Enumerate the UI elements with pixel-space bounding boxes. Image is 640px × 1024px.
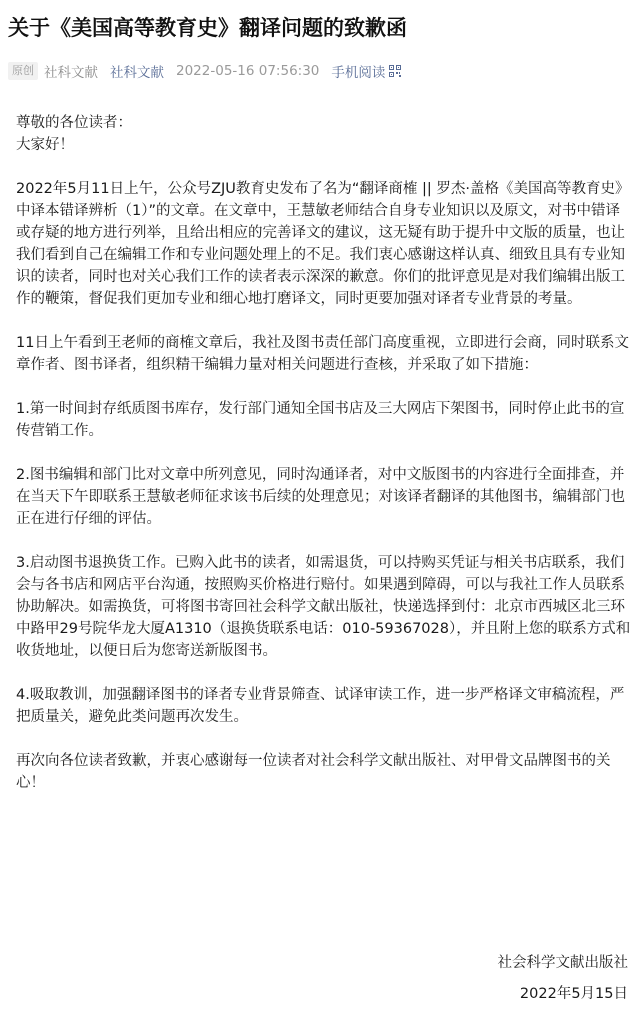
measure-item-2: 2.图书编辑和部门比对文章中所列意见，同时沟通译者，对中文版图书的内容进行全面排查，并在当天下午即联系王慧敏老师征求该书后续的处理意见；对该译者翻译的其他图书，编辑部门也正在进行仔细的评估。 <box>16 467 625 527</box>
salutation: 尊敬的各位读者： <box>16 115 132 131</box>
measure-item-3: 3.启动图书退换货工作。已购入此书的读者，如需退货，可以持购买凭证与相关书店联系，我们会与各书店和网店平台沟通，按照购买价格进行赔付。如果遇到障碍，可以与我社工作人员联系协助解决。如需换货，可将图书寄回社会科学文献出版社，快递选择到付：北京市西城区北三环中路甲29号院华龙大厦A1310（退换货联系电话：010-59367028），并且附上您的联系方式和收货地址，以便日后为您寄送新版图书。 <box>16 555 631 659</box>
mobile-read-link[interactable]: 手机阅读 <box>331 65 386 81</box>
signature-org: 社会科学文献出版社 <box>497 955 628 971</box>
greeting: 大家好！ <box>16 137 74 153</box>
closing-paragraph: 再次向各位读者致歉，并衷心感谢每一位读者对社会科学文献出版社、对甲骨文品牌图书的关心！ <box>16 753 611 791</box>
measure-item-4: 4.吸取教训，加强翻译图书的译者专业背景筛查、试译审读工作，进一步严格译文审稿流程，严把质量关，避免此类问题再次发生。 <box>16 687 625 725</box>
author-name: 社科文献 <box>44 65 98 81</box>
original-badge: 原创 <box>8 62 38 80</box>
paragraph-1: 2022年5月11日上午，公众号ZJU教育史发布了名为“翻译商榷 || 罗杰·盖格《美国高等教育史》中译本错译辨析（1）”的文章。在文章中，王慧敏老师结合自身专业知识以及原文，对书中错译或存疑的地方进行列举，且给出相应的完善译文的建议，这无疑有助于提升中文版的质量，也让我们看到自己在编辑工作和专业问题处理上的不足。我们衷心感谢这样认真、细致且具有专业知识的读者，同时也对关心我们工作的读者表示深深的歉意。你们的批评意见是对我们编辑出版工作的鞭策，督促我们更加专业和细心地打磨译文，同时更要加强对译者专业背景的考量。 <box>16 181 630 307</box>
measure-item-1: 1.第一时间封存纸质图书库存，发行部门通知全国书店及三大网店下架图书，同时停止此书的宣传营销工作。 <box>16 401 625 439</box>
account-link[interactable]: 社科文献 <box>110 65 164 81</box>
article-title: 关于《美国高等教育史》翻译问题的致歉函 <box>8 16 407 40</box>
publish-time: 2022-05-16 07:56:30 <box>176 63 320 79</box>
article-body <box>16 112 634 794</box>
qr-code-icon[interactable] <box>389 65 401 77</box>
paragraph-2: 11日上午看到王老师的商榷文章后，我社及图书责任部门高度重视，立即进行会商，同时联系文章作者、图书译者，组织精干编辑力量对相关问题进行查核，并采取了如下措施： <box>16 335 629 373</box>
signature-date: 2022年5月15日 <box>519 986 628 1002</box>
article-meta <box>8 60 401 82</box>
